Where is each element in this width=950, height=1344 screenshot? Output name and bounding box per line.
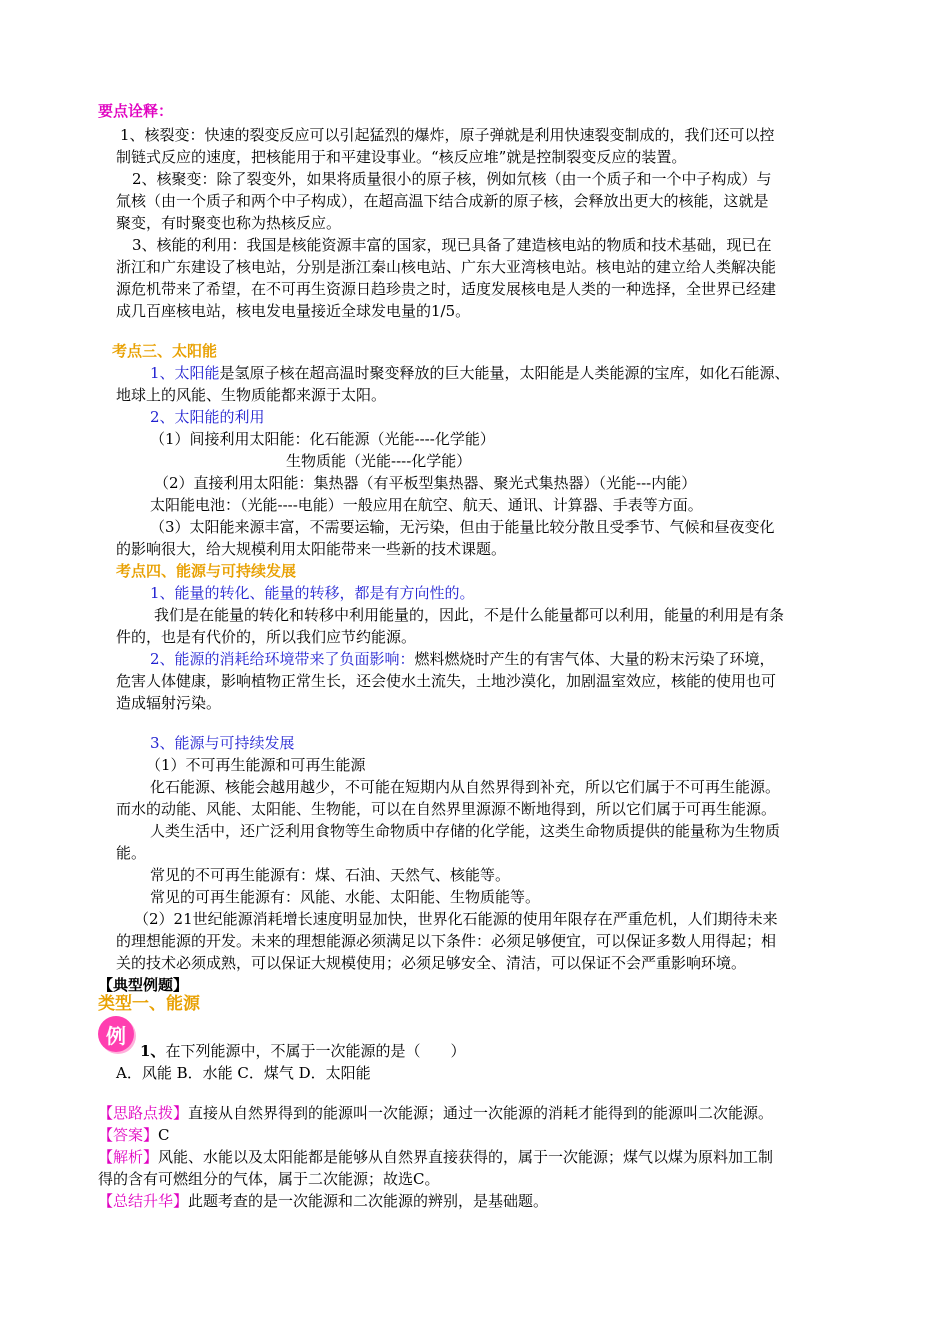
environment-impact-label: 2、能源的消耗给环境带来了负面影响： — [150, 650, 415, 668]
summary-text: 此题考查的是一次能源和二次能源的辨别，是基础题。 — [188, 1192, 549, 1210]
section-heading-solar: 考点三、太阳能 — [112, 342, 218, 360]
paragraph-line: 化石能源、核能会越用越少，不可能在短期内从自然界得到补充，所以它们属于不可再生能源。 — [150, 778, 781, 796]
environment-impact-text: 燃料燃烧时产生的有害气体、大量的粉末污染了环境， — [414, 650, 775, 668]
analysis-line-2: 得的含有可燃组分的气体，属于二次能源；故选C。 — [98, 1170, 440, 1188]
hint-line — [98, 1102, 773, 1124]
paragraph-line: 造成辐射污染。 — [116, 694, 222, 712]
hint-tag: 【思路点拨】 — [98, 1104, 189, 1122]
subheading-energy-direction: 1、能量的转化、能量的转移，都是有方向性的。 — [150, 584, 475, 602]
paragraph-line: （2）直接利用太阳能：集热器（有平板型集热器、聚光式集热器）（光能---内能） — [154, 474, 697, 492]
paragraph-line: 浙江和广东建设了核电站，分别是浙江秦山核电站、广东大亚湾核电站。核电站的建立给人类解决能 — [116, 258, 777, 276]
example-badge-icon: 例 — [98, 1016, 134, 1052]
typical-examples-heading: 【典型例题】 — [98, 976, 189, 994]
paragraph-line: 能。 — [116, 844, 147, 862]
paragraph-line: 3、核能的利用：我国是核能资源丰富的国家，现已具备了建造核电站的物质和技术基础，现已在 — [132, 236, 772, 254]
paragraph-line: 而水的动能、风能、太阳能、生物能，可以在自然界里源源不断地得到，所以它们属于可再生能源。 — [116, 800, 777, 818]
paragraph-line: （2）21世纪能源消耗增长速度明显加快，世界化石能源的使用年限存在严重危机，人们期待未来 — [134, 910, 778, 928]
summary-tag: 【总结升华】 — [98, 1192, 189, 1210]
paragraph-line: 的影响很大，给大规模利用太阳能带来一些新的技术课题。 — [116, 540, 507, 558]
paragraph-line: 聚变，有时聚变也称为热核反应。 — [116, 214, 342, 232]
summary-line — [98, 1190, 548, 1212]
subheading-sustainable: 3、能源与可持续发展 — [150, 734, 295, 752]
paragraph-line: 危害人体健康，影响植物正常生长，还会使水土流失，土地沙漠化，加剧温室效应，核能的使用也可 — [116, 672, 777, 690]
answer-tag: 【答案】 — [98, 1126, 159, 1144]
subheading-solar-use: 2、太阳能的利用 — [150, 408, 265, 426]
question-number: 1、 — [140, 1042, 166, 1060]
section-heading-sustainable: 考点四、能源与可持续发展 — [116, 562, 297, 580]
type-heading: 类型一、能源 — [98, 994, 200, 1014]
question-text: 在下列能源中，不属于一次能源的是（ ） — [165, 1042, 466, 1060]
paragraph-line: 1、核裂变：快速的裂变反应可以引起猛烈的爆炸，原子弹就是利用快速裂变制成的，我们还可以控 — [120, 126, 775, 144]
paragraph-line: 常见的不可再生能源有：煤、石油、天然气、核能等。 — [150, 866, 511, 884]
paragraph-line: 太阳能电池：（光能----电能）一般应用在航空、航天、通讯、计算器、手表等方面。 — [150, 496, 703, 514]
paragraph-line: 成几百座核电站，核电发电量接近全球发电量的1/5。 — [116, 302, 471, 320]
paragraph-line: 地球上的风能、生物质能都来源于太阳。 — [116, 386, 387, 404]
paragraph-line: 源危机带来了希望，在不可再生资源日趋珍贵之时，适度发展核电是人类的一种选择，全世界已经建 — [116, 280, 777, 298]
paragraph-line: 生物质能（光能----化学能） — [286, 452, 472, 470]
answer-text: C — [158, 1126, 170, 1144]
paragraph-line — [150, 362, 790, 384]
solar-definition: 是氢原子核在超高温时聚变释放的巨大能量，太阳能是人类能源的宝库，如化石能源、 — [219, 364, 790, 382]
question-line — [140, 1040, 465, 1062]
paragraph-line: （1）不可再生能源和可再生能源 — [146, 756, 366, 774]
analysis-text: 风能、水能以及太阳能都是能够从自然界直接获得的，属于一次能源；煤气以煤为原料加工制 — [158, 1148, 774, 1166]
paragraph-line: 件的，也是有代价的，所以我们应节约能源。 — [116, 628, 417, 646]
solar-term: 1、太阳能 — [150, 364, 220, 382]
paragraph-line: 2、核聚变：除了裂变外，如果将质量很小的原子核，例如氘核（由一个质子和一个中子构成）与 — [132, 170, 772, 188]
paragraph-line: 制链式反应的速度，把核能用于和平建设事业。“核反应堆”就是控制裂变反应的装置。 — [116, 148, 687, 166]
paragraph-line: （1）间接利用太阳能：化石能源（光能----化学能） — [150, 430, 495, 448]
answer-options: A．风能 B．水能 C．煤气 D．太阳能 — [116, 1064, 371, 1082]
paragraph-line: 人类生活中，还广泛利用食物等生命物质中存储的化学能，这类生命物质提供的能量称为生物质 — [150, 822, 781, 840]
section-heading-key-points: 要点诠释： — [98, 102, 174, 120]
paragraph-line: 常见的可再生能源有：风能、水能、太阳能、生物质能等。 — [150, 888, 541, 906]
paragraph-line — [150, 648, 775, 670]
paragraph-line: 我们是在能量的转化和转移中利用能量的，因此，不是什么能量都可以利用，能量的利用是有条 — [154, 606, 785, 624]
paragraph-line: （3）太阳能来源丰富，不需要运输，无污染，但由于能量比较分散且受季节、气候和昼夜变化 — [150, 518, 775, 536]
analysis-line — [98, 1146, 773, 1168]
analysis-tag: 【解析】 — [98, 1148, 159, 1166]
paragraph-line: 的理想能源的开发。未来的理想能源必须满足以下条件：必须足够便宜，可以保证多数人用得起；相 — [116, 932, 777, 950]
answer-line — [98, 1124, 170, 1146]
paragraph-line: 氚核（由一个质子和两个中子构成），在超高温下结合成新的原子核，会释放出更大的核能，这就是 — [116, 192, 769, 210]
paragraph-line: 关的技术必须成熟，可以保证大规模使用；必须足够安全、清洁，可以保证不会严重影响环境。 — [116, 954, 747, 972]
hint-text: 直接从自然界得到的能源叫一次能源；通过一次能源的消耗才能得到的能源叫二次能源。 — [188, 1104, 774, 1122]
